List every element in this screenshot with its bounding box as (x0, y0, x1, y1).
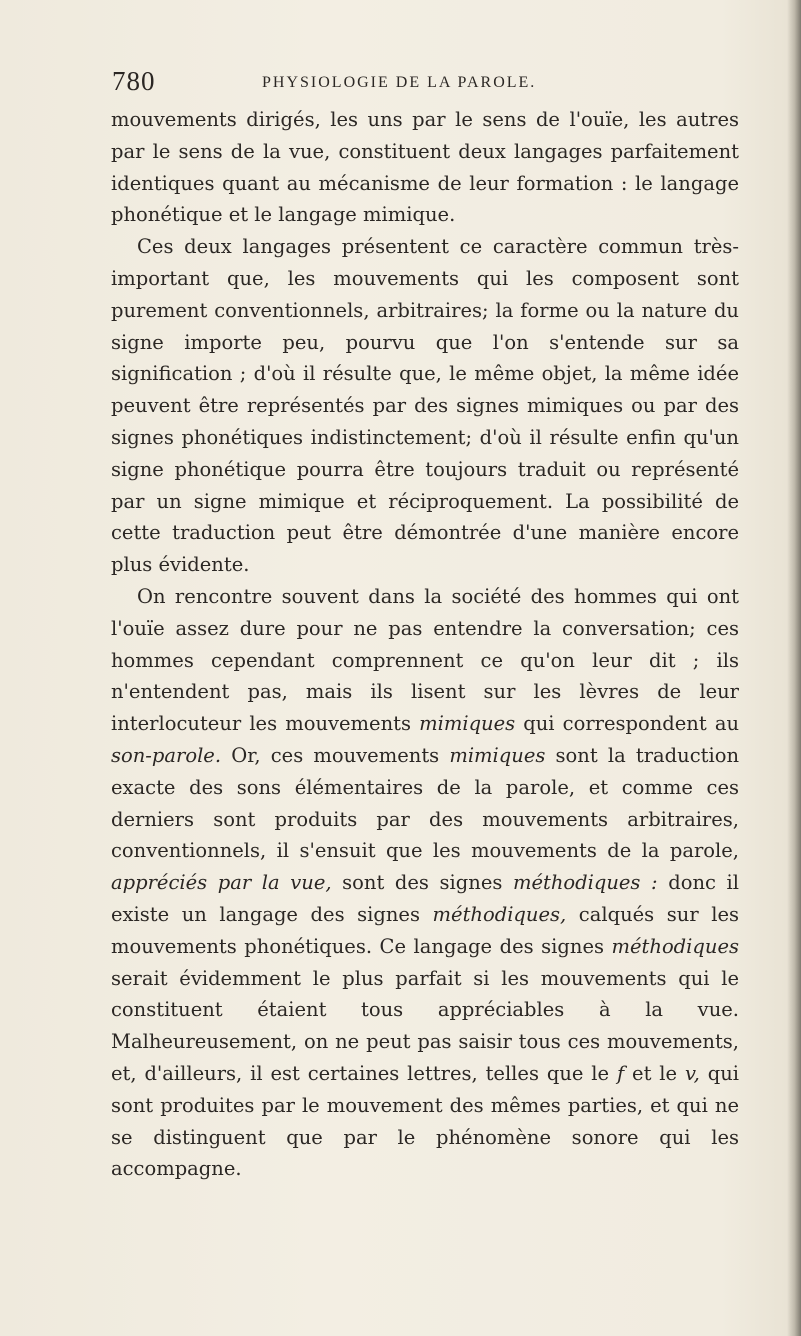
text-segment: Or, ces mouvements (221, 743, 450, 767)
italic-term: mimiques (419, 712, 516, 736)
paragraph (111, 581, 739, 1185)
italic-term: mimiques (449, 743, 546, 767)
text-segment: mouvements dirigés, les uns par le sens de l'ouïe, les autres par le sens de la vue, constituent deux langages parfaitement identiques quant au mécanisme de leur formation : le langage phonétique et le langage mimique. (111, 108, 739, 227)
running-title: PHYSIOLOGIE DE LA PAROLE. (262, 74, 537, 91)
text-segment: donc il existe un langage des signes (111, 871, 739, 926)
binding-shadow (787, 0, 801, 1336)
body-text (111, 104, 739, 1185)
italic-term: f (616, 1061, 625, 1085)
italic-term: méthodiques : (512, 871, 658, 895)
text-segment: calqués sur les mouvements phonétiques. Ce langage des signes (111, 902, 739, 958)
paragraph (111, 231, 739, 581)
italic-term: v, (684, 1061, 700, 1085)
text-segment: Ces deux langages présentent ce caractère commun très-important que, les mouvements qui les composent sont purement conventionnels, arbitraires; la forme ou la nature du signe importe peu, pourvu que l'on s'entende sur sa signification ; d'où il résulte que, le même objet, la même idée peuvent être représentés par des signes mimiques ou par des signes phonétiques indistinctement; d'où il résulte enfin qu'un signe phonétique pourra être toujours traduit ou représenté par un signe mimique et réciproquement. La possibilité de cette traduction peut être démontrée d'une manière encore plus évidente. (111, 235, 739, 577)
text-segment: serait évidemment le plus parfait si les mouvements qui le constituent étaient tous appréciables à la vue. Malheureusement, on ne peut pas saisir tous ces mouvements, et, d'ailleurs, il est certaines lettres, telles que le (111, 966, 739, 1085)
italic-term: appréciés par la vue, (111, 871, 332, 895)
text-segment: qui correspondent au (515, 712, 739, 736)
text-segment: sont la traduction exacte des sons élémentaires de la parole, et comme ces derniers sont produits par des mouvements arbitraires, conventionnels, il s'ensuit que les mouvements de la parole, (111, 743, 739, 863)
text-segment: On rencontre souvent dans la société des hommes qui ont l'ouïe assez dure pour ne pas entendre la conversation; ces hommes cependant comprennent ce qu'on leur dit ; ils n'entendent pas, mais ils lisent sur les lèvres de leur interlocuteur les mouvements (111, 584, 739, 736)
italic-term: méthodiques (611, 934, 739, 958)
italic-term: méthodiques, (432, 902, 567, 926)
page-header (112, 66, 732, 106)
paragraph (111, 104, 739, 231)
page-number: 780 (112, 66, 156, 96)
text-segment: et le (624, 1061, 685, 1085)
text-segment: qui sont produites par le mouvement des mêmes parties, et qui ne se distinguent que par le phénomène sonore qui les accompagne. (111, 1061, 740, 1181)
text-segment: sont des signes (331, 871, 513, 895)
italic-term: son-parole. (111, 743, 222, 767)
